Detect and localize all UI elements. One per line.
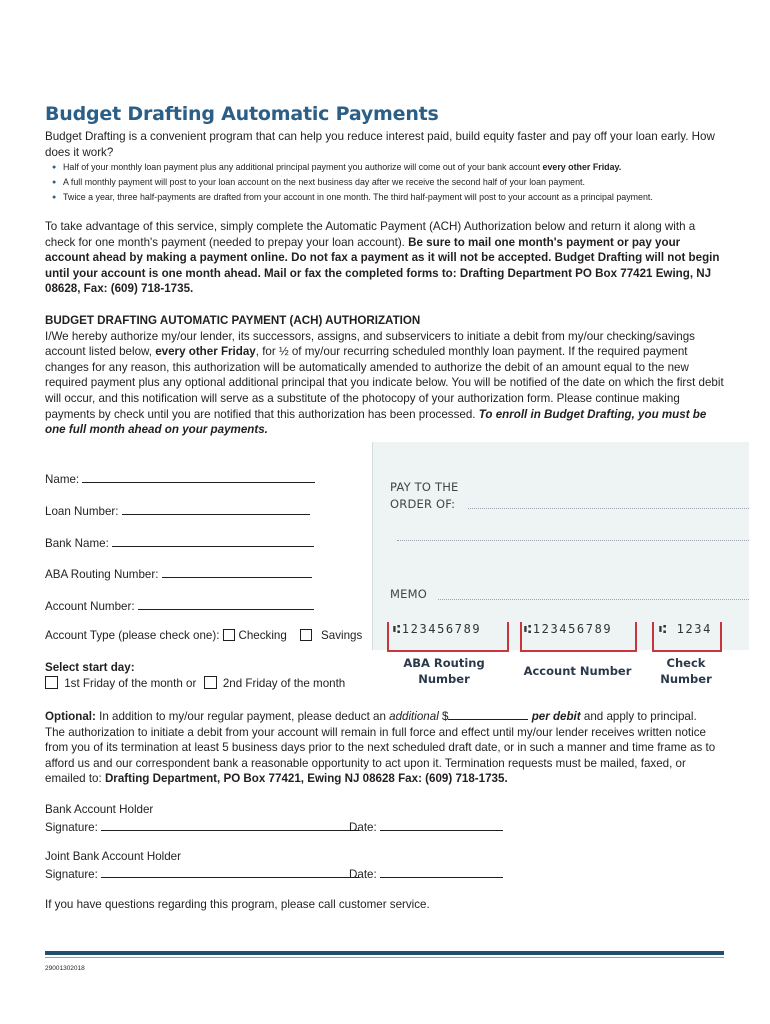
questions-note: If you have questions regarding this program, please call customer service. [45,898,430,911]
amount-line [397,540,749,541]
aba-routing-input[interactable] [162,566,312,578]
page-title: Budget Drafting Automatic Payments [45,103,439,125]
list-item: ● Twice a year, three half-payments are drafted from your account in one month. The third half-payment will post to your account as a principal payment. [52,190,742,205]
account-number-input[interactable] [138,598,314,610]
loan-number-input[interactable] [122,503,310,515]
authorization-section [45,313,727,438]
start-day-label: Select start day: [45,661,135,674]
footer-divider [45,951,724,955]
authorization-heading: BUDGET DRAFTING AUTOMATIC PAYMENT (ACH) AUTHORIZATION [45,314,421,327]
bank-name-input[interactable] [112,535,314,547]
intro-paragraph: Budget Drafting is a convenient program that can help you reduce interest paid, build equity faster and pay off your loan early. How does it work? [45,130,715,159]
account-number-field[interactable]: Account Number: [45,598,314,613]
pay-to-label: PAY TO THE [390,480,459,494]
aba-routing-caption: ABA Routing Number [403,656,485,686]
start-day-options: 1st Friday of the month or 2nd Friday of the month [45,676,345,690]
holder-date-input[interactable] [380,819,503,831]
list-item: ● Half of your monthly loan payment plus any additional principal payment you authorize will come out of your bank account every other Friday. [52,160,742,175]
order-of-label: ORDER OF: [390,497,456,511]
account-number-caption: Account Number [523,664,632,678]
bank-name-field[interactable]: Bank Name: [45,535,314,550]
joint-signature-field[interactable]: Signature: [45,866,359,881]
holder-signature-input[interactable] [101,819,359,831]
memo-label: MEMO [390,587,427,601]
first-friday-checkbox[interactable] [45,676,58,689]
checking-checkbox[interactable] [223,629,235,641]
joint-date-field[interactable]: Date: [349,866,503,881]
savings-checkbox[interactable] [300,629,312,641]
micr-check: ⑆ 1234 [659,622,712,636]
joint-holder-label: Joint Bank Account Holder [45,850,181,863]
memo-line [438,599,749,600]
instructions-paragraph: To take advantage of this service, simply complete the Automatic Payment (ACH) Authorization below and return it along with a check for one month's payment (needed to prepay your loan account). Be sure to mail one month's payment or pay your account ahead by making a payment online. Do not fax a payment as it will not be accepted. Budget Drafting will not begin until your account is one month ahead. Mail or fax the completed forms to: Drafting Department PO Box 77421 Ewing, NJ 08628, Fax: (609) 718-1735. [45,220,720,296]
aba-routing-field[interactable]: ABA Routing Number: [45,566,312,581]
holder-signature-field[interactable]: Signature: [45,819,359,834]
payee-line [468,508,749,509]
holder-label: Bank Account Holder [45,803,154,816]
routing-bracket [387,622,509,652]
additional-amount-input[interactable] [448,708,528,720]
authorization-text: I/We hereby authorize my/our lender, its successors, assigns, and subservicers to initiate a debit from my/our checking/savings account listed below, every other Friday, for ½ of my/our recurring scheduled monthly loan payment. If the required payment changes for any reason, this authorization will be automatically amended to authorize the debit of an amount equal to the new required payment plus any optional additional principal that you indicate below. You will be notified of the date on which the first debit will occur, and this notification will serve as a substitute of the photocopy of your authorization form. Please continue making payments by check until you are notified that this authorization has been processed. To enroll in Budget Drafting, you must be one full month ahead on your payments. [45,329,724,437]
joint-date-input[interactable] [380,866,503,878]
form-code: 29001302018 [45,965,85,972]
list-item: ● A full monthly payment will post to your loan account on the next business day after we receive the second half of your loan payment. [52,175,742,190]
name-field[interactable]: Name: [45,471,315,486]
sample-check-image [372,442,749,650]
second-friday-checkbox[interactable] [204,676,217,689]
loan-number-field[interactable]: Loan Number: [45,503,310,518]
name-input[interactable] [82,471,315,483]
footer-divider-thin [45,957,724,958]
micr-routing: ⑆123456789 [393,622,482,636]
joint-signature-input[interactable] [101,866,359,878]
account-bracket [520,622,637,652]
account-type-field: Account Type (please check one): Checking Savings [45,629,363,642]
how-it-works-list [52,160,742,205]
check-bracket [652,622,722,652]
holder-date-field[interactable]: Date: [349,819,503,834]
micr-account: ⑆123456789 [524,622,613,636]
optional-section: Optional: In addition to my/our regular payment, please deduct an additional $ per debit and apply to principal. The authorization to initiate a debit from your account will remain in full force and effect until my/our lender receives written notice from you of its termination at least 5 business days prior to the next scheduled draft date, or in such a manner and time frame as to afford us and our correspondent bank a reasonable opportunity to act upon it. Termination requests must be mailed, faxed, or emailed to: Drafting Department, PO Box 77421, Ewing NJ 08628 Fax: (609) 718-1735. [45,710,716,786]
check-number-caption: Check Number [660,656,712,686]
